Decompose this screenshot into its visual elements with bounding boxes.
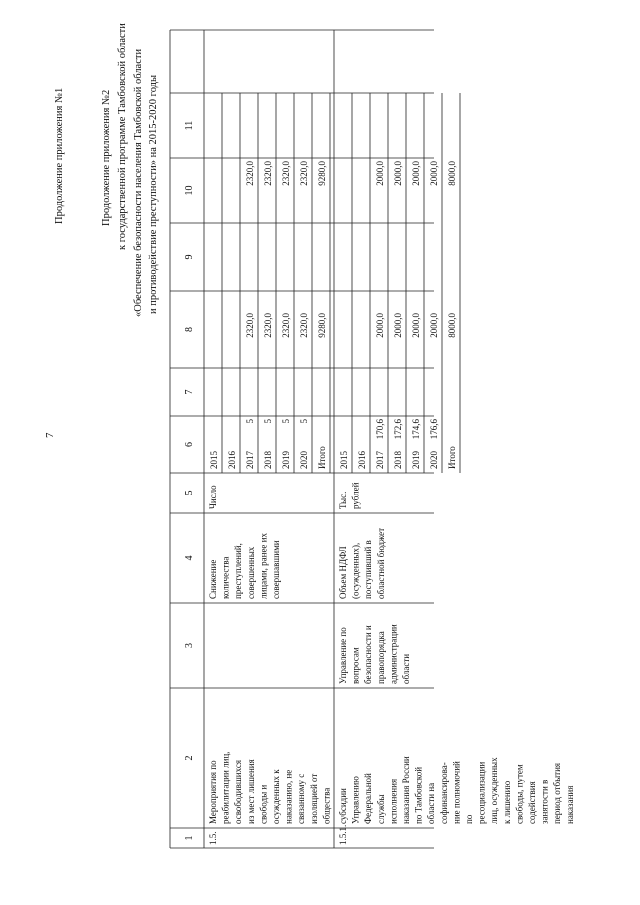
indicator-value: 5: [263, 419, 273, 424]
table-grid: [170, 30, 575, 848]
year-cell: Итого: [447, 446, 457, 469]
indicator-text: (осужденных),: [350, 542, 361, 599]
column-9-value: 2320,0: [263, 161, 273, 186]
year-cell: 2018: [263, 451, 273, 469]
column-number-3: 3: [184, 643, 195, 648]
executor-text: вопросам: [350, 647, 361, 684]
row-number: 1.5.1.: [338, 824, 348, 845]
indicator-value: 5: [245, 419, 255, 424]
indicator-text: лицами, ранее их: [258, 533, 269, 599]
total-value: 2000,0: [375, 313, 385, 338]
column-9-value: 2000,0: [393, 161, 403, 186]
total-value: 2320,0: [245, 313, 255, 338]
indicator-text: совершенных: [245, 546, 256, 599]
column-number-7: 7: [184, 389, 195, 395]
measure-text: из мест лишения: [245, 759, 256, 824]
measure-text: наказания: [564, 785, 575, 824]
indicator-value: 5: [281, 419, 291, 424]
unit-text: Тыс.: [338, 491, 348, 509]
total-value: 2000,0: [411, 313, 421, 338]
total-value: 2320,0: [299, 313, 309, 338]
column-9-value: 2000,0: [375, 161, 385, 186]
total-value: 9280,0: [317, 313, 327, 338]
column-number-5: 5: [184, 490, 195, 496]
column-number-4: 4: [184, 555, 195, 561]
measure-text: службы: [375, 794, 386, 824]
appendix-header-line-3: «Обеспечение безопасности населения Тамбовской области: [133, 48, 144, 317]
measure-text: ресоциализации: [476, 761, 487, 824]
column-number-8: 8: [184, 327, 195, 332]
indicator-value: 170,6: [375, 419, 385, 440]
measure-text: осужденных к: [271, 769, 281, 824]
measure-text: области на: [426, 782, 437, 824]
year-cell: 2019: [281, 451, 291, 469]
column-number-1: 1: [184, 835, 195, 841]
row-number: 1.5.: [208, 831, 218, 845]
year-cell: 2016: [227, 451, 237, 469]
measure-text: изоляцией от: [308, 773, 319, 824]
column-9-value: 2320,0: [299, 161, 309, 186]
measure-text: свободы и: [258, 784, 269, 824]
indicator-text: областной бюджет: [375, 527, 386, 599]
unit-text: Число: [208, 485, 218, 509]
total-value: 2000,0: [393, 313, 403, 338]
measure-text: общества: [321, 787, 332, 824]
measure-text: софинансирова-: [438, 762, 449, 824]
total-value: 2320,0: [263, 313, 273, 338]
indicator-value: 174,6: [411, 419, 421, 440]
indicator-text: преступлений,: [233, 543, 244, 599]
total-value: 8000,0: [447, 313, 457, 338]
measure-text: наказания России: [401, 756, 411, 824]
measure-text: период отбытия: [552, 762, 563, 824]
column-number-6: 6: [184, 442, 195, 447]
measure-text: Мероприятия по: [208, 760, 218, 824]
measure-text: ние полномочий: [451, 761, 462, 824]
measure-text: связанному с: [296, 773, 307, 824]
measure-text: содействия: [527, 781, 537, 824]
total-value: 2000,0: [429, 313, 439, 338]
year-cell: 2020: [429, 451, 439, 469]
page-number: 7: [44, 432, 56, 438]
indicator-text: совершавшими: [271, 540, 281, 599]
measure-text: наказанию, не: [283, 769, 294, 824]
unit-text: рублей: [350, 482, 361, 509]
year-cell: 2015: [339, 451, 349, 469]
column-9-value: 8000,0: [447, 161, 457, 186]
measure-text: исполнения: [388, 778, 399, 824]
column-9-value: 2000,0: [411, 161, 421, 186]
measure-text: по Тамбовской: [413, 766, 424, 824]
indicator-value: 172,6: [393, 419, 403, 440]
year-cell: 2016: [357, 451, 367, 469]
measure-text: Федеральной: [363, 773, 374, 824]
year-cell: Итого: [317, 446, 327, 469]
indicator-text: Снижение: [208, 559, 218, 599]
measure-text: освободившихся: [233, 760, 244, 824]
year-cell: 2017: [245, 451, 255, 469]
indicator-text: поступивший в: [363, 540, 374, 599]
year-cell: 2020: [299, 451, 309, 469]
continuation-note: Продолжение приложения №1: [54, 87, 65, 224]
measure-text: субсидии: [338, 788, 348, 824]
executor-text: администрации: [388, 624, 399, 684]
column-number-11: 11: [184, 120, 195, 131]
executor-text: безопасности и: [363, 625, 374, 684]
indicator-value: 176,6: [429, 419, 439, 440]
measure-text: к лишению: [501, 780, 512, 824]
executor-text: правопорядка: [375, 631, 386, 684]
measure-text: Управлению: [350, 776, 361, 824]
column-9-value: 2320,0: [245, 161, 255, 186]
column-number-2: 2: [184, 755, 195, 761]
indicator-text: количества: [220, 556, 231, 599]
year-cell: 2019: [411, 451, 421, 469]
appendix-header-line-4: и противодействие преступности» на 2015-2020 годы: [148, 74, 159, 314]
appendix-header-line-2: к государственной программе Тамбовской области: [117, 23, 128, 250]
measure-text: занятости в: [539, 779, 550, 824]
year-cell: 2017: [375, 451, 385, 469]
executor-text: Управление по: [338, 627, 348, 684]
measure-text: лиц, осужденных: [489, 757, 500, 824]
column-9-value: 2000,0: [429, 161, 439, 186]
column-9-value: 9280,0: [317, 161, 327, 186]
executor-text: области: [401, 653, 411, 684]
column-9-value: 2320,0: [281, 161, 291, 186]
column-number-10: 10: [184, 185, 195, 196]
measure-text: по: [464, 814, 474, 824]
indicator-value: 5: [299, 419, 309, 424]
appendix-header-line-1: Продолжение приложения №2: [101, 89, 112, 226]
measure-text: свободы, путем: [514, 764, 525, 824]
year-cell: 2015: [209, 451, 219, 469]
measure-text: реабилитации лиц,: [220, 751, 231, 824]
total-value: 2320,0: [281, 313, 291, 338]
indicator-text: Объем НДФЛ: [338, 546, 348, 599]
year-cell: 2018: [393, 451, 403, 469]
column-number-9: 9: [184, 254, 195, 260]
